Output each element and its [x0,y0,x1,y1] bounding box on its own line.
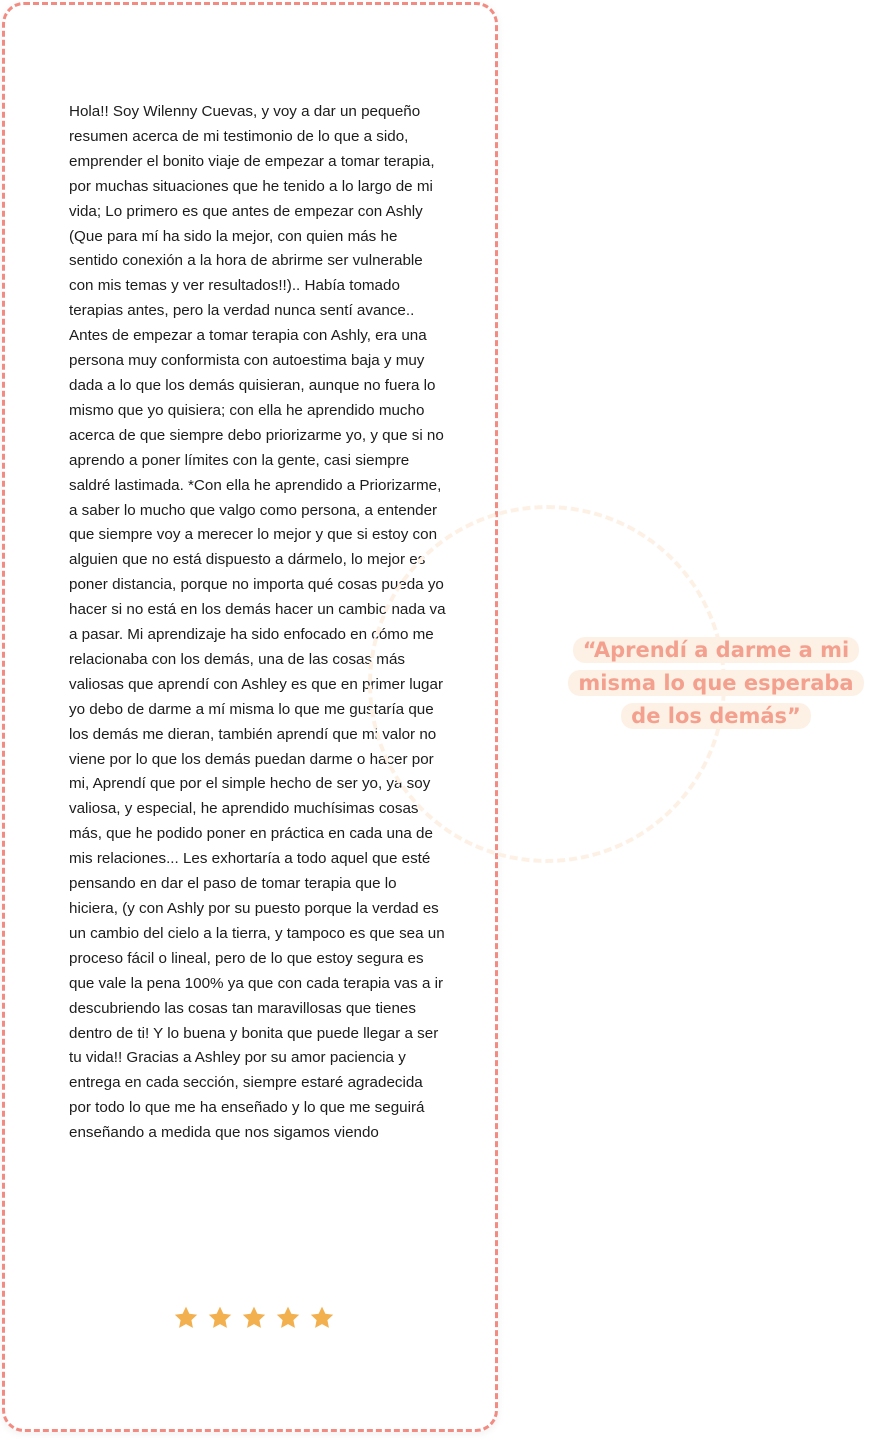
highlight-quote [560,634,872,733]
highlight-quote-text: “Aprendí a darme a mi misma lo que esperaba de los demás” [568,637,863,729]
star-icon [207,1305,233,1331]
star-icon [309,1305,335,1331]
star-icon [275,1305,301,1331]
star-icon [241,1305,267,1331]
star-rating [173,1305,335,1331]
star-icon [173,1305,199,1331]
testimonial-text: Hola!! Soy Wilenny Cuevas, y voy a dar un pequeño resumen acerca de mi testimonio de lo que a sido, emprender el bonito viaje de empezar a tomar terapia, por muchas situaciones que he tenido a lo largo de mi vida; Lo primero es que antes de empezar con Ashly (Que para mí ha sido la mejor, con quien más he sentido conexión a la hora de abrirme ser vulnerable con mis temas y ver resultados!!).. Había tomado terapias antes, pero la verdad nunca sentí avance.. Antes de empezar a tomar terapia con Ashly, era una persona muy conformista con autoestima baja y muy dada a lo que los demás quisieran, aunque no fuera lo mismo que yo quisiera; con ella he aprendido mucho acerca de que siempre debo priorizarme yo, y que si no aprendo a poner límites con la gente, casi siempre saldré lastimada. *Con ella he aprendido a Priorizarme, a saber lo mucho que valgo como persona, a entender que siempre voy a merecer lo mejor y que si estoy con alguien que no está dispuesto a dármelo, lo mejor es poner distancia, porque no importa qué cosas pueda yo hacer si no está en los demás hacer un cambio nada va a pasar. Mi aprendizaje ha sido enfocado en cómo me relacionaba con los demás, una de las cosas más valiosas que aprendí con Ashley es que en primer lugar yo debo de darme a mí misma lo que me gustaría que los demás me dieran, también aprendí que mi valor no viene por lo que los demás puedan darme o hacer por mi, Aprendí que por el simple hecho de ser yo, ya soy valiosa, y especial, he aprendido muchísimas cosas más, que he podido poner en práctica en cada una de mis relaciones... Les exhortaría a todo aquel que esté pensando en dar el paso de tomar terapia que lo hiciera, (y con Ashly por su puesto porque la verdad es un cambio del cielo a la tierra, y tampoco es que sea un proceso fácil o lineal, pero de lo que estoy segura es que vale la pena 100% ya que con cada terapia vas a ir descubriendo las cosas tan maravillosas que tienes dentro de ti! Y lo buena y bonita que puede llegar a ser tu vida!! Gracias a Ashley por su amor paciencia y entrega en cada sección, siempre estaré agradecida por todo lo que me ha enseñado y lo que me seguirá enseñando a medida que nos sigamos viendo [69,103,446,1142]
